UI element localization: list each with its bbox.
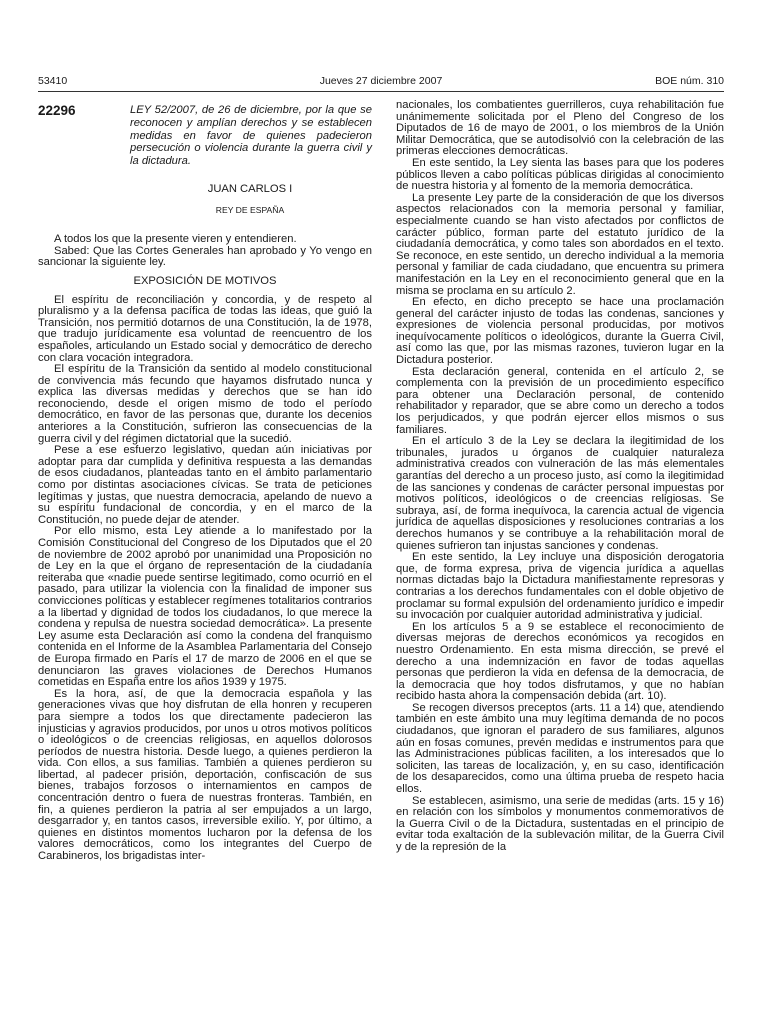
header-rule	[38, 91, 724, 92]
king-name: JUAN CARLOS I	[207, 182, 293, 195]
law-heading	[38, 104, 372, 168]
paragraph: En los artículos 5 a 9 se establece el reconocimiento de diversas mejoras de derechos económicos ya recogidos en nuestro Ordenamiento. En esta misma dirección, se prevé el derecho a una indemnización en favor de todas aquellas personas que perdieron la vida en defensa de la democracia, de la democracia que hoy todos disfrutamos, y que no habían recibido hasta ahora la compensación debida (art. 10).	[396, 620, 724, 703]
left-body	[38, 295, 372, 863]
paragraph: En efecto, en dicho precepto se hace una proclamación general del carácter injusto de todas las condenas, sanciones y expresiones de violencia personal producidas, por motivos inequívocamente políticos o ideológicos, durante la Guerra Civil, así como las que, por las mismas razones, tuvieron lugar en la Dictadura posterior.	[396, 296, 724, 367]
paragraph: En este sentido, la Ley incluye una disposición derogatoria que, de forma expresa, priva de vigencia jurídica a aquellas normas dictadas bajo la Dictadura manifiestamente represoras y contrarias a los derechos fundamentales con el doble objetivo de proclamar su formal expulsión del ordenamiento jurídico e impedir su invocación por cualquier autoridad administrativa y judicial.	[396, 551, 724, 622]
paragraph: Se establecen, asimismo, una serie de medidas (arts. 15 y 16) en relación con los símbolos y monumentos conmemorativos de la Guerra Civil o de la Dictadura, sustentadas en el principio de evitar toda exaltación de la sublevación militar, de la Guerra Civil y de la represión de la	[396, 794, 724, 853]
section-title: EXPOSICIÓN DE MOTIVOS	[133, 274, 277, 287]
paragraph: Es la hora, así, de que la democracia española y las generaciones vivas que hoy disfrutan de ella honren y recuperen para siempre a todos los que directamente padecieron las injusticias y agravios producidos, por unos u otros motivos políticos o ideológicos o de creencias religiosas, en aquellos dolorosos períodos de nuestra historia. Desde luego, a quienes perdieron la vida. Con ellos, a sus familias. También a quienes perdieron su libertad, al padecer prisión, deportación, confiscación de sus bienes, trabajos forzosos o internamientos en campos de concentración dentro o fuera de nuestras fronteras. También, en fin, a quienes perdieron la patria al ser empujados a un largo, desgarrador y, en tantos casos, irreversible exilio. Y, por último, a quienes en distintos momentos lucharon por la defensa de los valores democráticos, como los integrantes del Cuerpo de Carabineros, los brigadistas inter-	[38, 687, 372, 863]
promulgation-line-2: Sabed: Que las Cortes Generales han aprobado y Yo vengo en sancionar la siguiente ley.	[38, 244, 372, 269]
right-column	[396, 100, 724, 854]
paragraph: En el artículo 3 de la Ley se declara la ilegitimidad de los tribunales, jurados u órganos de cualquier naturaleza administrativa creados con vulneración de las más elementales garantías del derecho a un proceso justo, así como la ilegitimidad de las sanciones y condenas de carácter personal impuestas por motivos políticos, ideológicos o de creencias religiosas. Se subraya, así, de forma inequívoca, la carencia actual de vigencia jurídica de aquellas disposiciones y resoluciones contrarias a los derechos humanos y se contribuye a la rehabilitación moral de quienes sufrieron tan injustas sanciones y condenas.	[396, 435, 724, 552]
paragraph: El espíritu de la Transición da sentido al modelo constitucional de convivencia más fecundo que hayamos disfrutado nunca y explica las diversas medidas y derechos que se han ido reconociendo, desde el origen mismo de todo el período democrático, en favor de las personas que, durante los decenios anteriores a la Constitución, sufrieron las consecuencias de la guerra civil y del régimen dictatorial que la sucedió.	[38, 363, 372, 445]
law-number: 22296	[38, 103, 76, 118]
left-column	[38, 100, 372, 863]
paragraph: El espíritu de reconciliación y concordia, y de respeto al pluralismo y a la defensa pacífica de todas las ideas, que guió la Transición, nos permitió dotarnos de una Constitución, la de 1978, que tradujo jurídicamente esa voluntad de reencuentro de los españoles, articulando un Estado social y democrático de derecho con clara vocación integradora.	[38, 293, 372, 364]
paragraph: Esta declaración general, contenida en el artículo 2, se complementa con la previsión de un procedimiento específico para obtener una Declaración personal, de contenido rehabilitador y reparador, que se abre como un derecho a todos los perjudicados, y que podrán ejercer ellos mismos o sus familiares.	[396, 365, 724, 436]
page-number: 53410	[38, 75, 68, 87]
publication-date: Jueves 27 diciembre 2007	[319, 75, 443, 87]
paragraph: Se recogen diversos preceptos (arts. 11 a 14) que, atendiendo también en este ámbito una muy legítima demanda de no pocos ciudadanos, que ignoran el paradero de sus familiares, algunos aún en fosas comunes, prevén medidas e instrumentos para que las Administraciones públicas faciliten, a los interesados que lo soliciten, las tareas de localización, y, en su caso, identificación de los desaparecidos, como una última prueba de respeto hacia ellos.	[396, 701, 724, 796]
promulgation	[38, 234, 372, 269]
paragraph: Pese a ese esfuerzo legislativo, quedan aún iniciativas por adoptar para dar cumplida y definitiva respuesta a las demandas de esos ciudadanos, planteadas tanto en el ámbito parlamentario como por distintas asociaciones cívicas. Se trata de peticiones legítimas y justas, que nuestra democracia, apelando de nuevo a su espíritu fundacional de concordia, y en el marco de la Constitución, no puede dejar de atender.	[38, 444, 372, 526]
bulletin-number: BOE núm. 310	[655, 75, 724, 87]
king-title: REY DE ESPAÑA	[215, 204, 285, 215]
law-title: LEY 52/2007, de 26 de diciembre, por la que se reconocen y amplían derechos y se establecen medidas en favor de quienes padecieron persecución o violencia durante la guerra civil y la dictadura.	[130, 104, 372, 168]
paragraph: En este sentido, la Ley sienta las bases para que los poderes públicos lleven a cabo políticas públicas dirigidas al conocimiento de nuestra historia y al fomento de la memoria democrática.	[396, 156, 724, 193]
paragraph: La presente Ley parte de la consideración de que los diversos aspectos relacionados con la memoria personal y familiar, especialmente cuando se han visto afectados por conflictos de carácter público, forman parte del estatuto jurídico de la ciudadanía democrática, y como tales son abordados en el texto. Se reconoce, en este sentido, un derecho individual a la memoria personal y familiar de cada ciudadano, que encuentra su primera manifestación en la Ley en el reconocimiento general que en la misma se proclama en su artículo 2.	[396, 191, 724, 297]
promulgation-line-1: A todos los que la presente vieren y entendieren.	[54, 233, 297, 246]
paragraph: Por ello mismo, esta Ley atiende a lo manifestado por la Comisión Constitucional del Congreso de los Diputados que el 20 de noviembre de 2002 aprobó por unanimidad una Proposición no de Ley en la que el órgano de representación de la ciudadanía reiteraba que «nadie puede sentirse legitimado, como ocurrió en el pasado, para utilizar la violencia con la finalidad de imponer sus convicciones políticas y establecer regímenes totalitarios contrarios a la libertad y dignidad de todos los ciudadanos, lo que merece la condena y repulsa de nuestra sociedad democrática». La presente Ley asume esta Declaración así como la condena del franquismo contenida en el Informe de la Asamblea Parlamentaria del Consejo de Europa firmado en París el 17 de marzo de 2006 en el que se denunciaron las graves violaciones de Derechos Humanos cometidas en España entre los años 1939 y 1975.	[38, 525, 372, 689]
page-header	[38, 74, 724, 90]
paragraph: nacionales, los combatientes guerrilleros, cuya rehabilitación fue unánimemente solicitada por el Pleno del Congreso de los Diputados de 16 de mayo de 2001, o los miembros de la Unión Militar Democrática, que se autodisolvió con la celebración de las primeras elecciones democráticas.	[396, 99, 724, 158]
